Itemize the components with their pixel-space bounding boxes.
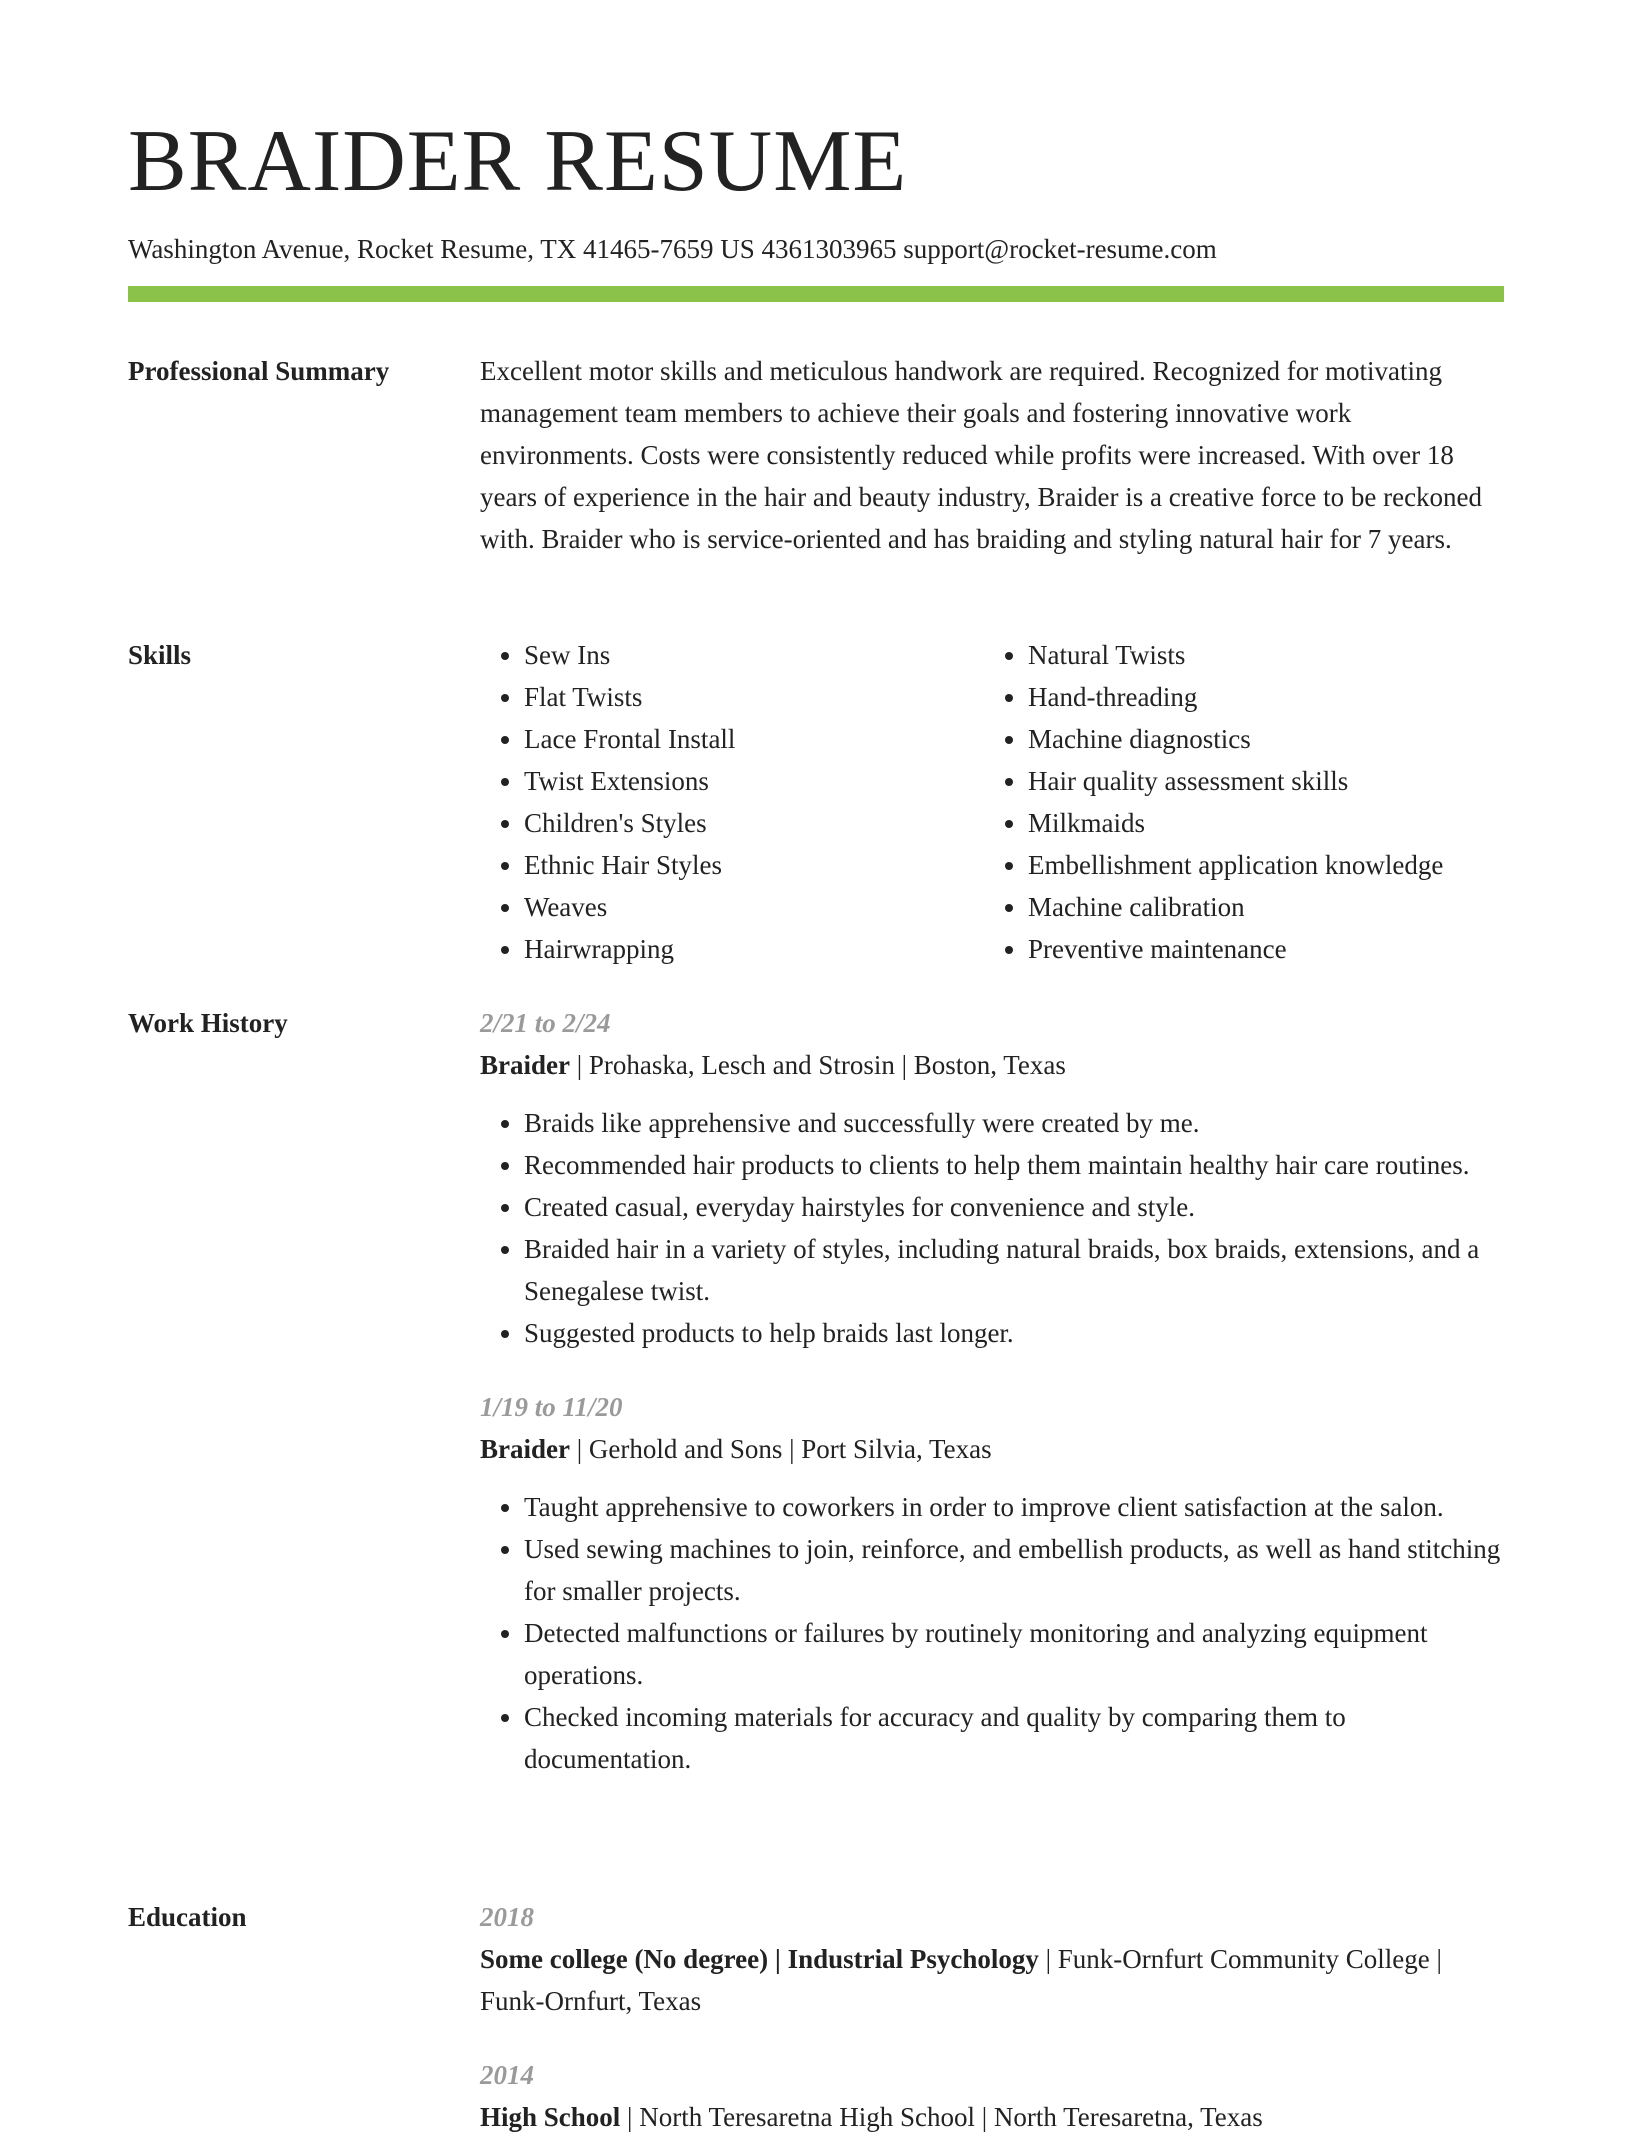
skill-item: • Machine diagnostics xyxy=(1028,718,1488,760)
job-date: 2/21 to 2/24 xyxy=(480,1008,611,1038)
job-title-line xyxy=(480,1044,1504,1086)
education-title-line xyxy=(480,1938,1504,2022)
contact-line: Washington Avenue, Rocket Resume, TX 41465-7659 US 4361303965 support@rocket-resume.com xyxy=(128,234,1217,264)
job-title: Braider xyxy=(480,1434,570,1464)
education-degree: High School xyxy=(480,2102,621,2132)
skills-label: Skills xyxy=(128,640,192,670)
education-entry xyxy=(480,1896,1504,2022)
summary-body xyxy=(480,350,1504,560)
education-entry xyxy=(480,2054,1504,2138)
skill-item: • Children's Styles xyxy=(524,802,984,844)
job-bullet: • Braided hair in a variety of styles, including natural braids, box braids, extensions, and a Senegalese twist. xyxy=(524,1228,1504,1312)
skill-item: • Hand-threading xyxy=(1028,676,1488,718)
summary-label: Professional Summary xyxy=(128,356,390,386)
skill-item: • Ethnic Hair Styles xyxy=(524,844,984,886)
job-title: Braider xyxy=(480,1050,570,1080)
resume-title: BRAIDER RESUME xyxy=(128,113,908,210)
job-bullet: • Suggested products to help braids last longer. xyxy=(524,1312,1504,1354)
education-title-line xyxy=(480,2096,1504,2138)
skill-item: • Lace Frontal Install xyxy=(524,718,984,760)
skills-list-left xyxy=(480,634,984,970)
skill-item: • Machine calibration xyxy=(1028,886,1488,928)
skill-item: • Weaves xyxy=(524,886,984,928)
job-bullet: • Detected malfunctions or failures by routinely monitoring and analyzing equipment operations. xyxy=(524,1612,1504,1696)
skill-item: • Hair quality assessment skills xyxy=(1028,760,1488,802)
skill-item: • Embellishment application knowledge xyxy=(1028,844,1488,886)
skill-item: • Preventive maintenance xyxy=(1028,928,1488,970)
skill-item: • Hairwrapping xyxy=(524,928,984,970)
skill-item: • Flat Twists xyxy=(524,676,984,718)
education-date: 2018 xyxy=(480,1902,534,1932)
education-date: 2014 xyxy=(480,2060,534,2090)
job-entry xyxy=(480,1386,1504,1780)
education-details: | Funk-Ornfurt Community College | Funk-Ornfurt, Texas xyxy=(480,1944,1442,2016)
job-date: 1/19 to 11/20 xyxy=(480,1392,623,1422)
job-bullets xyxy=(480,1486,1504,1780)
skill-item: • Twist Extensions xyxy=(524,760,984,802)
skills-list-right xyxy=(984,634,1488,970)
summary-text: Excellent motor skills and meticulous handwork are required. Recognized for motivating management team members to achieve their goals and fostering innovative work environments. Costs were consistently reduced while profits were increased. With over 18 years of experience in the hair and beauty industry, Braider is a creative force to be reckoned with. Braider who is service-oriented and has braiding and styling natural hair for 7 years. xyxy=(480,356,1483,554)
education-degree: Some college (No degree) | Industrial Psychology xyxy=(480,1944,1039,1974)
accent-divider xyxy=(128,286,1504,302)
job-entry xyxy=(480,1002,1504,1354)
skill-item: • Milkmaids xyxy=(1028,802,1488,844)
education-details: | North Teresaretna High School | North Teresaretna, Texas xyxy=(620,2102,1263,2132)
job-bullet: • Checked incoming materials for accuracy and quality by comparing them to documentation. xyxy=(524,1696,1504,1780)
education-body xyxy=(480,1896,1504,2138)
job-bullet: • Used sewing machines to join, reinforce, and embellish products, as well as hand stitching for smaller projects. xyxy=(524,1528,1504,1612)
skills-columns xyxy=(480,634,1504,970)
work-history-body xyxy=(480,1002,1504,1780)
job-bullet: • Created casual, everyday hairstyles for convenience and style. xyxy=(524,1186,1504,1228)
job-details: | Gerhold and Sons | Port Silvia, Texas xyxy=(569,1434,992,1464)
job-bullet: • Braids like apprehensive and successfully were created by me. xyxy=(524,1102,1504,1144)
job-bullet: • Recommended hair products to clients to help them maintain healthy hair care routines. xyxy=(524,1144,1504,1186)
job-title-line xyxy=(480,1428,1504,1470)
job-bullet: • Taught apprehensive to coworkers in order to improve client satisfaction at the salon. xyxy=(524,1486,1504,1528)
education-label: Education xyxy=(128,1902,247,1932)
skills-body xyxy=(480,634,1504,970)
job-details: | Prohaska, Lesch and Strosin | Boston, Texas xyxy=(569,1050,1066,1080)
skill-item: • Natural Twists xyxy=(1028,634,1488,676)
work-history-label: Work History xyxy=(128,1008,288,1038)
skill-item: • Sew Ins xyxy=(524,634,984,676)
job-bullets xyxy=(480,1102,1504,1354)
